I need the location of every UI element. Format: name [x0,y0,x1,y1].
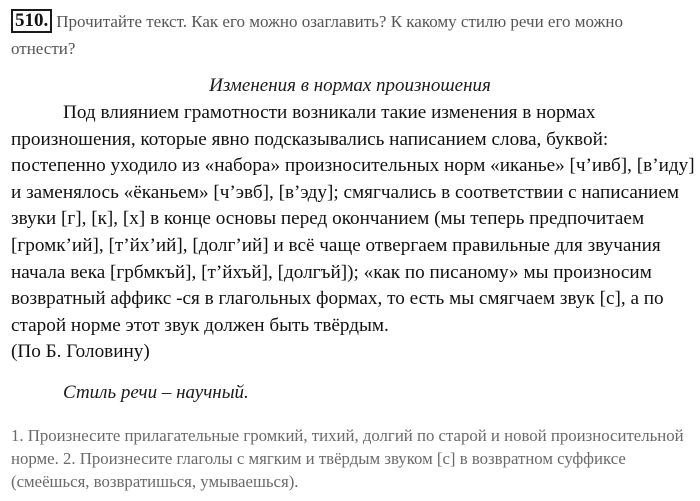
task-number-badge: 510. [11,9,52,33]
follow-up-tasks: 1. Произнесите прилагательные громкий, тихий, долгий по старой и новой произносительной норме. 2. Произнесите глаголы с мягким и твёрдым звуком [с] в возвратном суффиксе (смеёшься, возвратишься, умываешься). [11,426,684,491]
task-instruction: Прочитайте текст. Как его можно озаглавить? К какому стилю речи его можно отнести? [11,12,623,58]
style-answer: Стиль речи – научный. [63,382,249,403]
text-source: (По Б. Головину) [11,341,150,363]
body-paragraph: Под влиянием грамотности возникали такие изменения в нормах произношения, которые явно подсказывались написанием слова, буквой: постепенно уходило из «набора» произносительных норм «иканье» [ч’ивб], [в’иду] и заменялось «ёканьем» [ч’эвб], [в’эду]; смягчались в соответствии с написанием звуки [г], [к], [х] в конце основы перед окончанием (мы теперь предпочитаем [громк’ий], [т’йх’ий], [долг’ий] и всё чаще отвергаем правильные для звучания начала века [грбмкъй], [т’йхъй], [долгъй]); «как по писаному» мы произносим возвратный аффикс -ся в глагольных формах, то есть мы смягчаем звук [с], а по старой норме этот звук должен быть твёрдым. [11,102,695,336]
task-header [11,8,691,62]
text-body [11,100,697,366]
text-title: Изменения в нормах произношения [209,75,491,96]
